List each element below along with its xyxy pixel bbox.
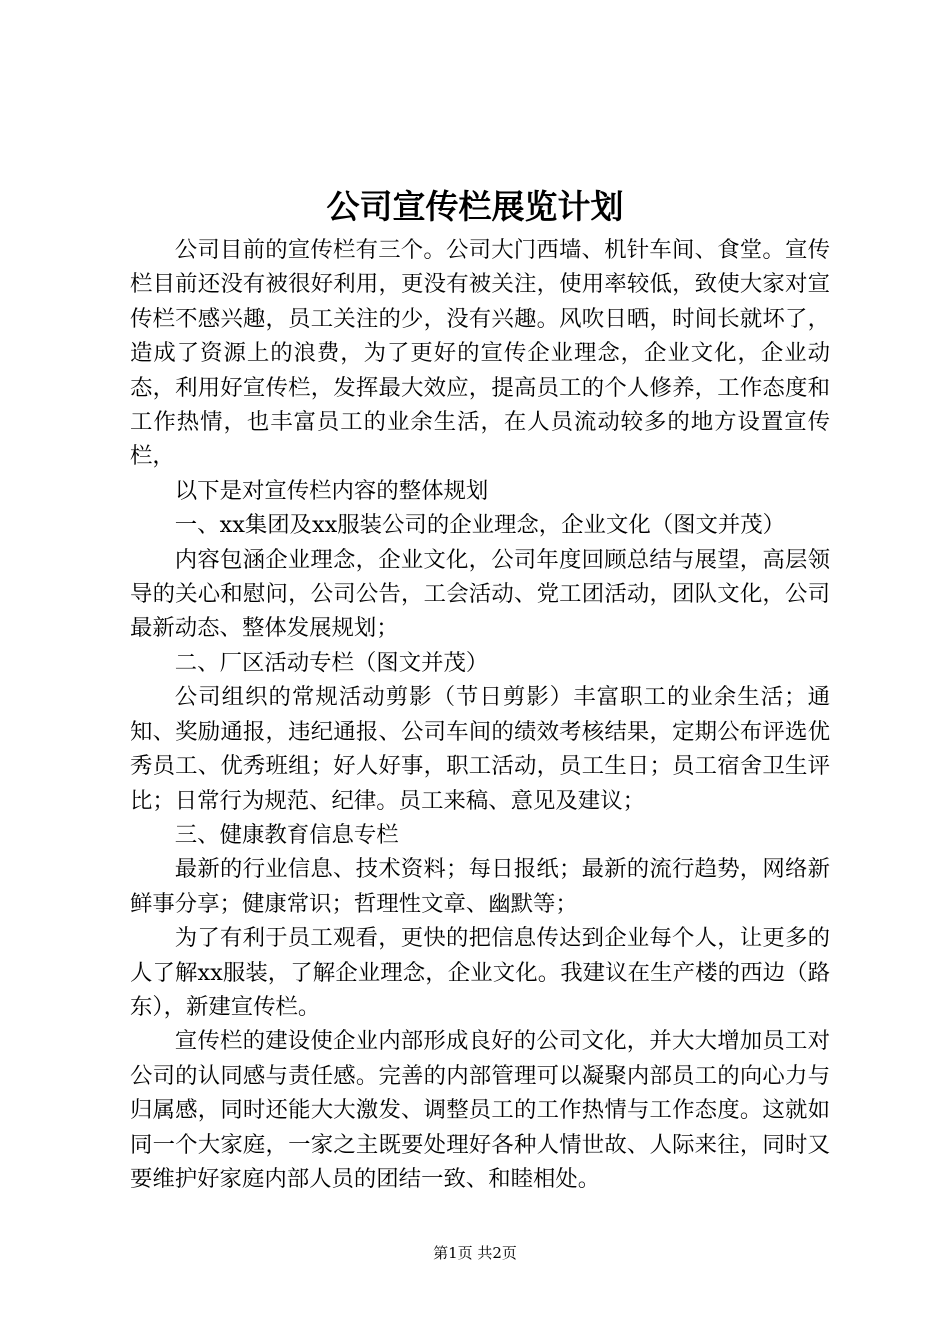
document-title: 公司宣传栏展览计划 (326, 187, 624, 226)
paragraph-section-1: 内容包涵企业理念，企业文化，公司年度回顾总结与展望，高层领导的关心和慰问，公司公告，工会活动、党工团活动，团队文化，公司最新动态、整体发展规划； (130, 546, 830, 642)
paragraph-section-2: 公司组织的常规活动剪影（节日剪影）丰富职工的业余生活；通知、奖励通报，违纪通报、公司车间的绩效考核结果，定期公布评选优秀员工、优秀班组；好人好事，职工活动，员工生日；员工宿舍卫生评比；日常行为规范、纪律。员工来稿、意见及建议； (130, 684, 830, 814)
paragraph-conclusion: 宣传栏的建设使企业内部形成良好的公司文化，并大大增加员工对公司的认同感与责任感。完善的内部管理可以凝聚内部员工的向心力与归属感，同时还能大大激发、调整员工的工作热情与工作态度。这就如同一个大家庭，一家之主既要处理好各种人情世故、人际来往，同时又要维护好家庭内部人员的团结一致、和睦相处。 (130, 1028, 830, 1192)
section-heading-1: 一、xx集团及xx服装公司的企业理念，企业文化（图文并茂） (174, 512, 786, 539)
paragraph-section-3: 最新的行业信息、技术资料；每日报纸；最新的流行趋势，网络新鲜事分享；健康常识；哲理性文章、幽默等； (130, 856, 830, 917)
section-heading-3: 三、健康教育信息专栏 (174, 821, 399, 848)
paragraph-proposal: 为了有利于员工观看，更快的把信息传达到企业每个人，让更多的人了解xx服装，了解企业理念，企业文化。我建议在生产楼的西边（路东），新建宣传栏。 (130, 925, 830, 1020)
paragraph-plan-lead: 以下是对宣传栏内容的整体规划 (174, 477, 489, 504)
document-body (130, 233, 830, 1196)
section-heading-2: 二、厂区活动专栏（图文并茂） (174, 649, 489, 676)
page-footer: 第1页 共2页 (433, 1244, 517, 1262)
paragraph-intro: 公司目前的宣传栏有三个。公司大门西墙、机针车间、食堂。宣传栏目前还没有被很好利用，更没有被关注，使用率较低，致使大家对宣传栏不感兴趣，员工关注的少，没有兴趣。风吹日晒，时间长就坏了，造成了资源上的浪费，为了更好的宣传企业理念，企业文化，企业动态，利用好宣传栏，发挥最大效应，提高员工的个人修养，工作态度和工作热情，也丰富员工的业余生活，在人员流动较多的地方设置宣传栏， (130, 237, 830, 470)
